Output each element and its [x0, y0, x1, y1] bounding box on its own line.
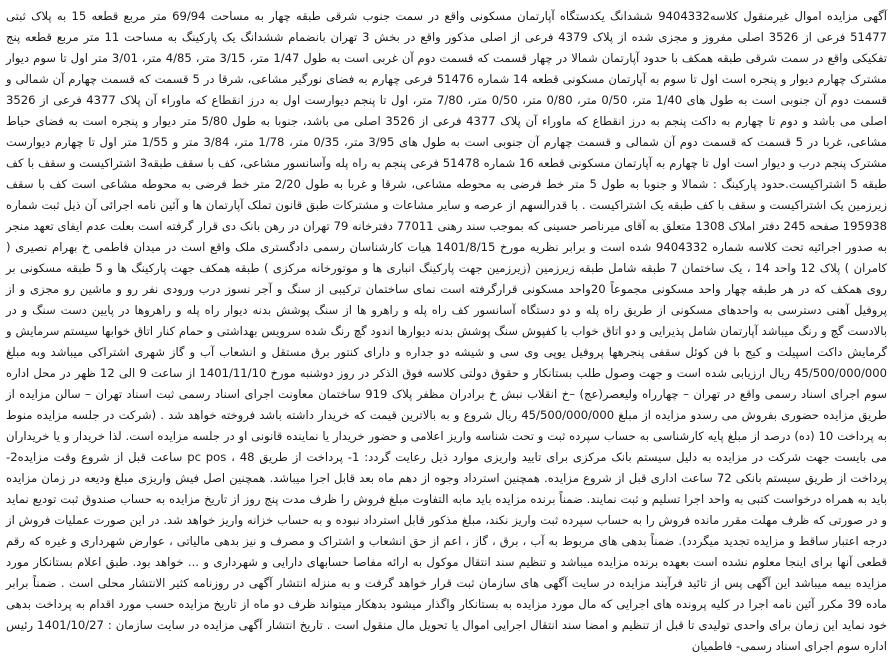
auction-notice-text: آگهی مزایده اموال غیرمنقول کلاسه9404332 ششدانگ یکدستگاه آپارتمان مسکونی واقع در سمت جنوب شرقی طبقه چهار به مساحت 69/94 متر مربع قطعه 15 به پلاک ثبتی 51477 فرعی از 3526 اصلی مفروز و مجزی شده از پلاک 4379 فرعی از اصلی مذکور واقع در بخش 3 تهران بانضمام ششدانگ یک پارکینگ به مساحت 11 متر مربع قطعه پنج تفکیکی واقع در سمت شرقی طبقه همکف با حدود آپارتمان شمالا در چهار قسمت که قسمت دوم آن غربی است به طول 1/47 متر، 3/15 متر، 4/85 متر، 3/01 متر اول تا سوم دیوار مشترک چهارم دیوار و پنجره است اول تا سوم به آپارتمان مسکونی قطعه 14 شماره 51476 فرعی چهارم به فضای نورگیر مشاعی، شرقا در 5 قسمت که قسمت چهارم آن شمالی و قسمت دوم آن جنوبی است به طول های 1/40 متر، 0/50 متر، 0/80 متر، 0/50 متر، 7/80 متر، اول تا پنجم دیوارست اول به درز انقطاع که ماوراء آن پلاک 4377 فرعی از 3526 اصلی می باشد و دوم تا چهارم به داکت پنجم به درز انقطاع که ماوراء آن پلاک 4377 فرعی از 3526 اصلی می باشد، جنوبا به طول 5/80 متر دیوار و پنجره است به فضای حیاط مشاعی، غربا در 5 قسمت که قسمت دوم آن شمالی و قسمت چهارم آن جنوبی است به طول های 3/95 متر، 0/35 متر، 1/78 متر، 3/84 متر و 1/55 متر اول تا چهارم دیوارست مشترک پنجم درب و دیوار است اول تا چهارم به آپارتمان مسکونی قطعه 16 شماره 51478 فرعی پنجم به راه پله وآسانسور مشاعی، کف با سقف طبقه3 اشتراکیست و سقف با کف طبقه 5 اشتراکیست.حدود پارکینگ : شمالا و جنوبا به طول 5 متر خط فرضی به محوطه مشاعی، شرقا و غربا به طول 2/20 متر خط فرضی به محوطه مشاعی است کف با سقف زیرزمین یک اشتراکیست و سقف با کف طبقه یک اشتراکیست . با قدرالسهم از عرصه و سایر مشاعات و مشترکات طبق قانون تملک آپارتمان ها و آئین نامه اجرائی آن ذیل ثبت شماره 195938 صفحه 245 دفتر املاک 1308 متعلق به آقای میرناصر حسینی که بموجب سند رهنی 77011 دفترخانه 79 تهران در رهن بانک دی قرار گرفته است بعلت عدم ایفای تعهد منجر به صدور اجرائیه تحت کلاسه شماره 9404332 شده است و برابر نظریه مورخ 1401/8/15 هیات کارشناسان رسمی دادگستری ملک واقع است در میدان فاطمی خ بهرام نصیری ( کامران ) پلاک 12 واحد 14 ، یک ساختمان 7 طبقه شامل طبقه زیرزمین (زیرزمین جهت پارکینگ انباری ها و موتورخانه مرکزی ) طبقه همکف جهت پارکینگ ها و 5 طبقه مسکونی بر روی همکف که در هر طبقه چهار واحد مسکونی مجموعاً 20واحد مسکونی قرارگرفته است نمای ساختمان ترکیبی از سنگ و آجر نسوز درب ورودی نفر رو و ماشین رو مجزی و از پروفیل آهنی دسترسی به واحدهای مسکونی از طریق راه پله و دو دستگاه آسانسور کف راه پله و راهرو ها از سنگ پوشش بدنه دیوار راه پله و راهروها در پایین دست سنگ و در بالادست گچ و رنگ میباشد آپارتمان شامل پذیرایی و دو اتاق خواب با کفپوش سنگ پوشش بدنه دیوارها اندود گچ رنگ شده سرویس بهداشتی و حمام کنار اتاق خوابها سیستم سرمایش و گرمایش داکت اسپیلت و کیج با فن کوئل سقفی پنجرهها پروفیل یوپی وی سی و شیشه دو جداره و دارای کنتور برق مستقل و انشعاب آب و گاز شهری اشتراکی میباشد وبه مبلغ 45/500/000/000 ریال ارزیابی شده است و جهت وصول طلب بستانکار و حقوق دولتی کلاسه فوق الذکر در روز دوشنبه مورخ 1401/11/10 از ساعت 9 الی 12 ظهر در محل اداره سوم اجرای اسناد رسمی واقع در تهران – چهارراه ولیعصر(عج) –خ انقلاب نبش خ برادران مظفر پلاک 919 ساختمان معاونت اجرای اسناد رسمی ثبت اسناد تهران – سالن مزایده از طریق مزایده حضوری بفروش می رسدو مزایده از مبلغ 45/500/000/000 ریال شروع و به بالاترین قیمت که خریدار داشته باشد فروخته خواهد شد . (شرکت در جلسه مزایده منوط به پرداخت 10 (ده) درصد از مبلغ پایه کارشناسی به حساب سپرده ثبت و تحت شناسه واریز اعلامی و حضور خریدار یا نماینده قانونی او در جلسه مزایده است. لذا خریدار و یا خریداران می بایست جهت شرکت در مزایده به دلیل سیستم بانک مرکزی برای تایید واریزی موارد ذیل رعایت گردد: 1- پرداخت از طریق pc pos ، 48 ساعت قبل از شروع وقت مزایده2- پرداخت از طریق سیستم بانکی 72 ساعت اداری قبل از شروع مزایده. همچنین استرداد وجوه از دهم ماه بعد قابل اجرا میباشد. همچنین اصل فیش واریزی مبلغ ودیعه در زمان مزایده باید به همراه درخواست کتبی به واحد اجرا تسلیم و ثبت نمایند. ضمناً برنده مزایده باید مابه التفاوت مبلغ فروش را ظرف مدت پنج روز از تاریخ مزایده به حساب صندوق ثبت تودیع نماید و در صورتی که ظرف مهلت مقرر مانده فروش را به حساب سپرده ثبت واریز نکند، مبلغ مذکور قابل استرداد نبوده و به حساب خزانه واریز خواهد شد. در این صورت عملیات فروش از درجه اعتبار ساقط و مزایده تجدید میگردد). ضمناً بدهی های مربوط به آب ، برق ، گاز ، اعم از حق انشعاب و اشتراک و مصرف و نیز بدهی مالیاتی ، عوارض شهرداری و غیره که رقم قطعی آنها برای اینجا معلوم نشده است بعهده برنده مزایده میباشد و تنظیم سند انتقال موکول به ارائه مفاصا حسابهای دارایی و شهرداری و ... خواهد بود. طبق اعلام بستانکار مورد مزایده بیمه میباشد این آگهی پس از تائید فرآیند مزایده در سایت آگهی های سازمان ثبت قرار خواهد گرفت و به منزله انتشار آگهی در روزنامه کثیر الانتشار محلی است . ضمناً برابر ماده 39 مکرر آئین نامه اجرا در کلیه پرونده های اجرایی که مال مورد مزایده به بستانکار واگذار میشود بدهکار میتواند ظرف دو ماه از تاریخ مزایده حسب مورد اقدام به پرداخت بدهی خود نماید این زمان برای واحدی تولیدی تا قبل از تنظیم و امضا سند انتقال اجرایی اموال یا تحویل مال منقول است . تاریخ انتشار آگهی مزایده در سایت سازمان : 1401/10/27 رئیس اداره سوم اجرای اسناد رسمی- فاطمیان: [6, 9, 888, 653]
